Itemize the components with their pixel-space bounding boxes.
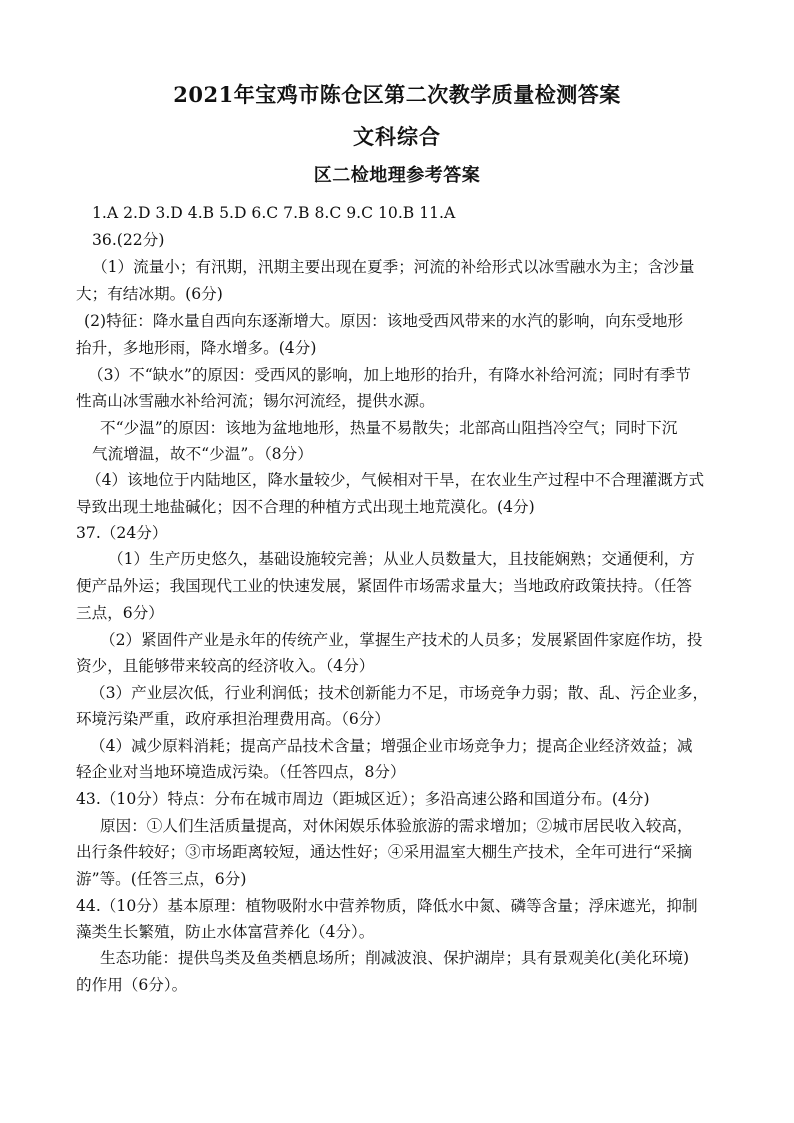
q37-answer-4-line: 轻企业对当地环境造成污染。（任答四点，8分） (76, 763, 406, 781)
q37-answer-2-line: （2）紧固件产业是永年的传统产业，掌握生产技术的人员多；发展紧固件家庭作坊，投 (100, 631, 703, 649)
q37-answer-4-line: （4）减少原料消耗；提高产品技术含量；增强企业市场竞争力；提高企业经济效益；减 (90, 737, 693, 755)
q37-answer-1-line: 三点，6分） (76, 604, 164, 622)
q44-answer-line: 的作用（6分）。 (76, 976, 188, 994)
choice-answers-line: 1.A 2.D 3.D 4.B 5.D 6.C 7.B 8.C 9.C 10.B 11.A (92, 204, 456, 222)
q36-answer-1-line: （1）流量小；有汛期，汛期主要出现在夏季；河流的补给形式以冰雪融水为主；含沙量 (92, 258, 695, 276)
document-title: 2021年宝鸡市陈仓区第二次教学质量检测答案 (173, 82, 621, 107)
q37-answer-2-line: 资少，且能够带来较高的经济收入。（4分） (76, 657, 375, 675)
q44-answer-line: 生态功能：提供鸟类及鱼类栖息场所；削减波浪、保护湖岸；具有景观美化(美化环境) (100, 949, 690, 967)
q37-answer-3-line: 环境污染严重，政府承担治理费用高。（6分） (76, 710, 390, 728)
q36-answer-3-line: 气流增温，故不“少温”。（8分） (92, 445, 313, 463)
q43-answer-line: 游”等。(任答三点，6分) (76, 870, 247, 888)
q43-answer-line: 出行条件较好；③市场距离较短，通达性好；④采用温室大棚生产技术，全年可进行“采摘 (76, 843, 693, 861)
q36-answer-4-line: （4）该地位于内陆地区，降水量较少，气候相对干旱，在农业生产过程中不合理灌溉方式 (86, 471, 705, 489)
q37-answer-1-line: 便产品外运；我国现代工业的快速发展，紧固件市场需求量大；当地政府政策扶持。（任答 (76, 577, 692, 595)
q43-answer-line: 43.（10分）特点：分布在城市周边（距城区近）；多沿高速公路和国道分布。(4分) (76, 790, 650, 808)
q37-heading: 37.（24分） (76, 524, 168, 542)
q43-answer-line: 原因：①人们生活质量提高，对休闲娱乐体验旅游的需求增加；②城市居民收入较高， (100, 817, 693, 835)
document-subtitle: 文科综合 (353, 124, 441, 149)
q36-answer-3-line: （3）不“缺水”的原因：受西风的影响，加上地形的抬升，有降水补给河流；同时有季节 (88, 366, 691, 384)
section-title: 区二检地理参考答案 (313, 165, 481, 186)
q36-answer-4-line: 导致出现土地盐碱化；因不合理的种植方式出现土地荒漠化。(4分) (76, 498, 535, 516)
q44-answer-line: 44.（10分）基本原理：植物吸附水中营养物质，降低水中氮、磷等含量；浮床遮光，抑制 (76, 897, 698, 915)
q37-answer-3-line: （3）产业层次低，行业利润低；技术创新能力不足，市场竞争力弱；散、乱、污企业多， (90, 684, 709, 702)
q36-heading: 36.(22分) (92, 231, 165, 249)
q36-answer-3-line: 性高山冰雪融水补给河流；锡尔河流经，提供水源。 (76, 392, 435, 410)
q36-answer-1-line: 大；有结冰期。(6分) (76, 285, 223, 303)
q44-answer-line: 藻类生长繁殖，防止水体富营养化（4分）。 (76, 923, 375, 941)
q37-answer-1-line: （1）生产历史悠久，基础设施较完善；从业人员数量大，且技能娴熟；交通便利，方 (108, 550, 695, 568)
q36-answer-2-line: (2)特征：降水量自西向东逐渐增大。原因：该地受西风带来的水汽的影响，向东受地形 (84, 312, 684, 330)
q36-answer-2-line: 抬升，多地形雨，降水增多。(4分) (76, 339, 317, 357)
q36-answer-3-line: 不“少温”的原因：该地为盆地地形，热量不易散失；北部高山阻挡冷空气；同时下沉 (100, 419, 678, 437)
